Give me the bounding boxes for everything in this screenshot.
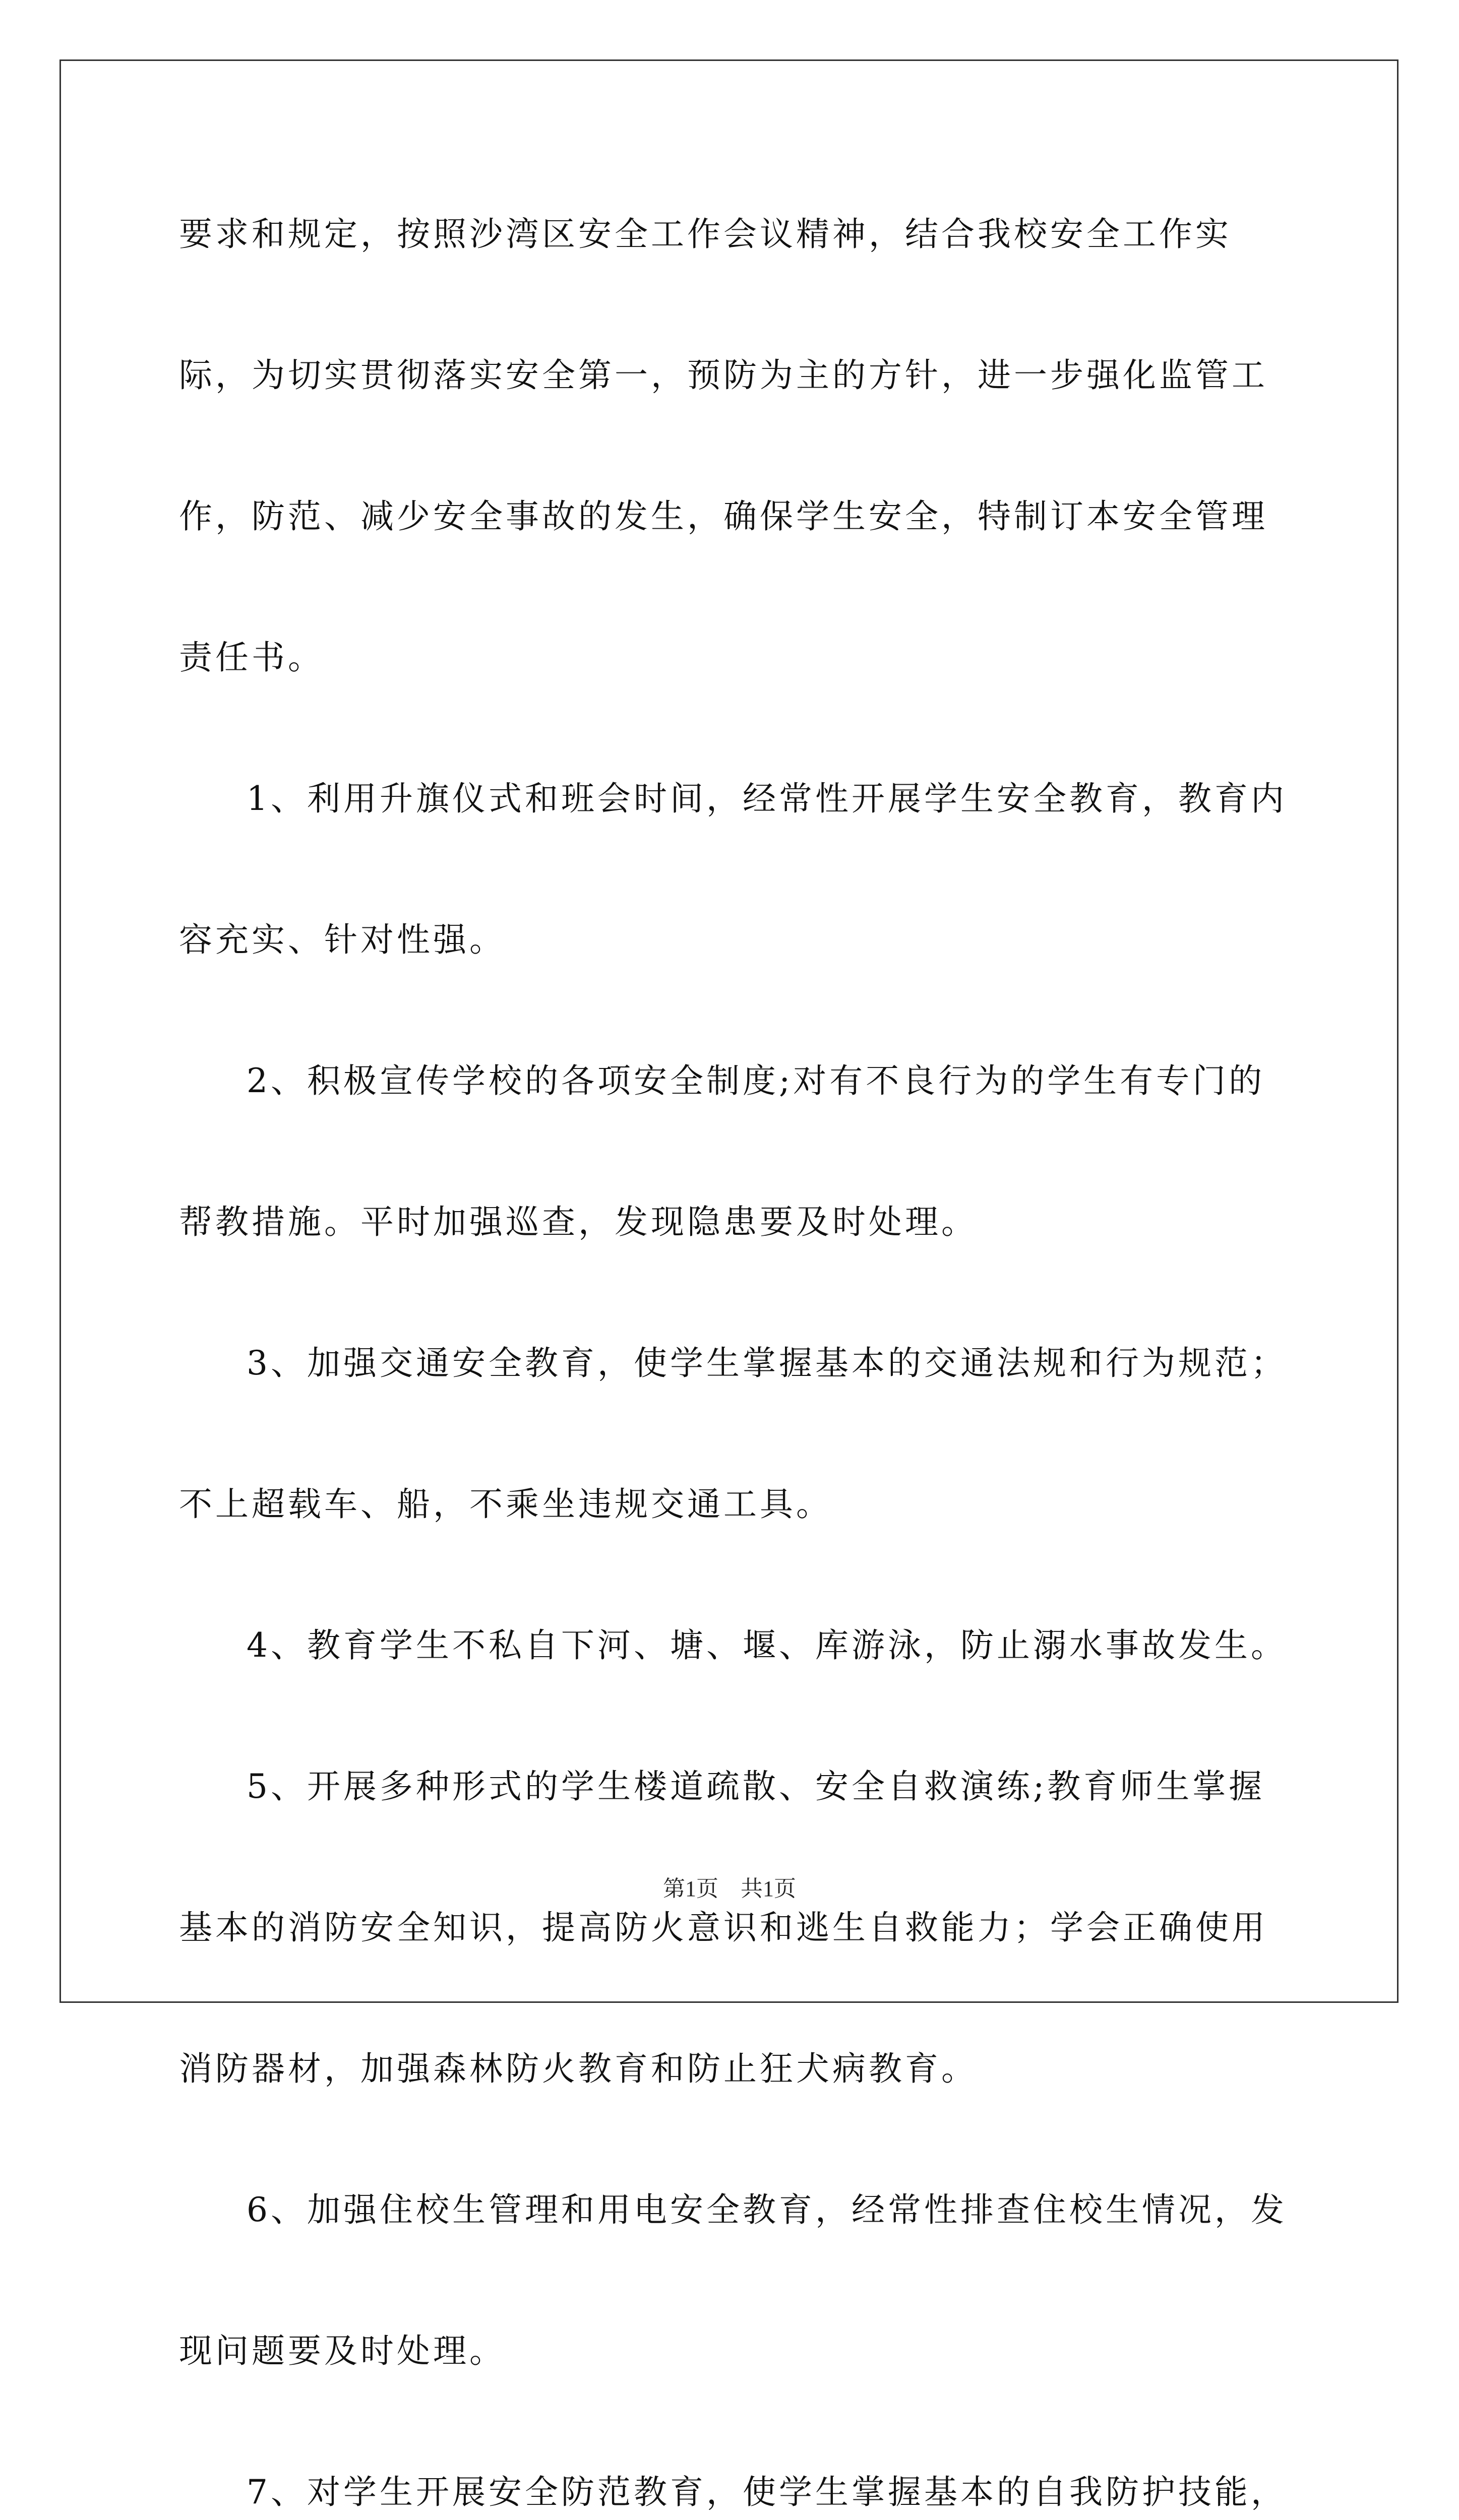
- page-footer: 第1页 共1页: [663, 1876, 796, 1901]
- paragraph-item-7: 7、对学生开展安全防范教育，使学生掌握基本的自我防护技能，: [247, 2473, 1287, 2511]
- paragraph-item-6: 6、加强住校生管理和用电安全教育，经常性排查住校生情况，发现问题要及时处理。: [179, 2190, 1287, 2370]
- document-body: [179, 164, 1288, 2520]
- paragraph-item-2: 2、积极宣传学校的各项安全制度;对有不良行为的学生有专门的帮教措施。平时加强巡查，发现隐患要及时处理。: [179, 1061, 1265, 1241]
- paragraph-item-3: 3、加强交通安全教育，使学生掌握基本的交通法规和行为规范；不上超载车、船，不乘坐违规交通工具。: [179, 1344, 1287, 1524]
- paragraph-item-5: 5、开展多种形式的学生楼道疏散、安全自救演练;教育师生掌握基本的消防安全知识，提高防火意识和逃生自救能力；学会正确使用消防器材，加强森林防火教育和防止狂犬病教育。: [179, 1767, 1268, 2088]
- paragraph-intro: 要求和规定，按照沙湾区安全工作会议精神，结合我校安全工作实际，为切实贯彻落实安全第一，预防为主的方针，进一步强化监管工作，防范、减少安全事故的发生，确保学生安全，特制订本安全管理责任书。: [179, 215, 1268, 677]
- paragraph-item-4: 4、教育学生不私自下河、塘、堰、库游泳，防止溺水事故发生。: [247, 1626, 1287, 1665]
- paragraph-item-1: 1、利用升旗仪式和班会时间，经常性开展学生安全教育，教育内容充实、针对性强。: [179, 779, 1287, 959]
